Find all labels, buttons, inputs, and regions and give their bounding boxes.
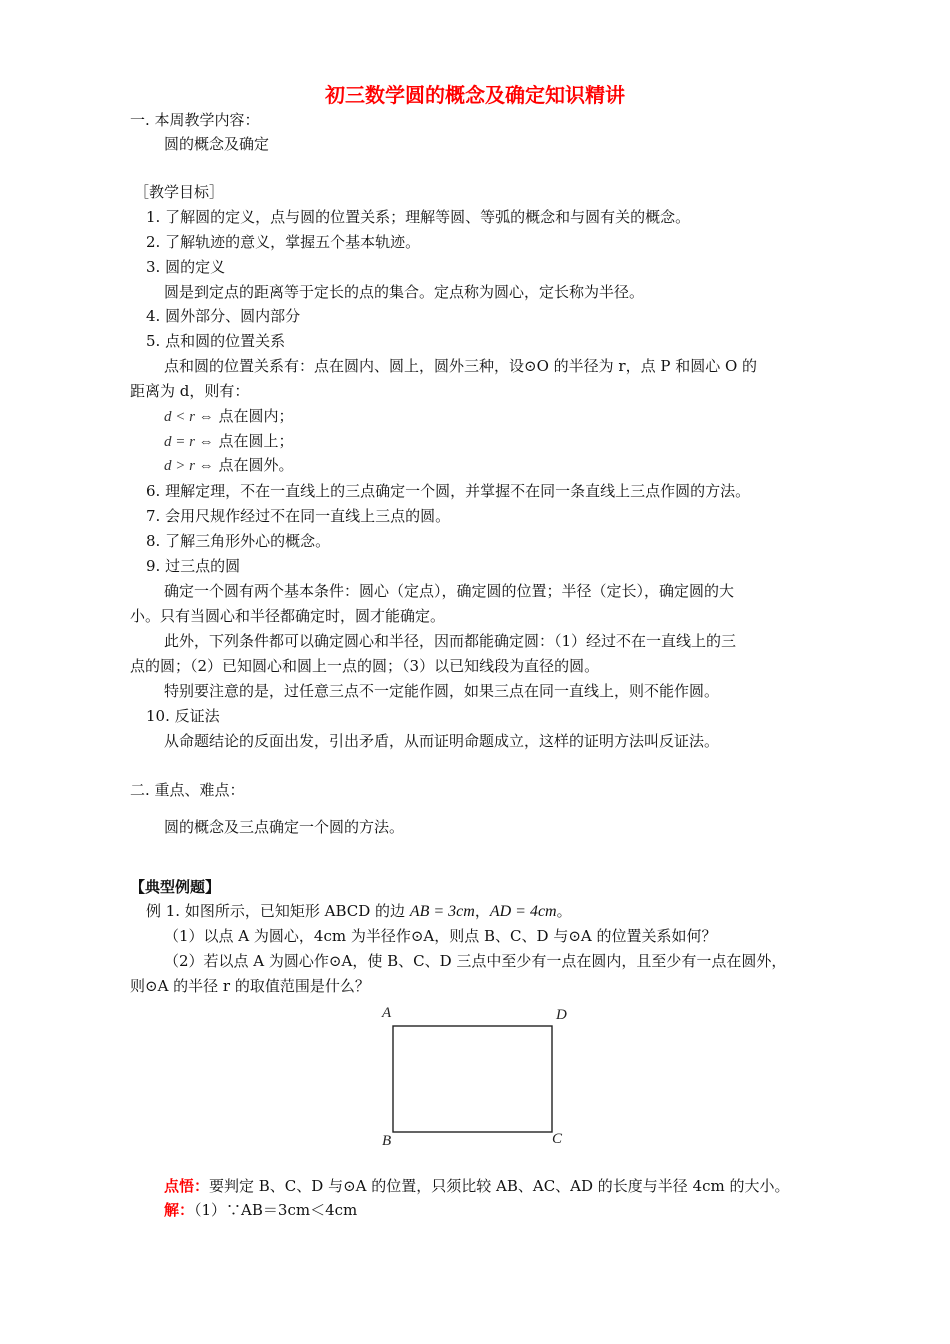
example1-question1: （1）以点 A 为圆心，4cm 为半径作⊙A，则点 B、C、D 与⊙A 的位置关系如何？ — [164, 927, 717, 945]
objective-item-6 — [146, 481, 750, 501]
item-text: 了解三角形外心的概念。 — [165, 532, 331, 550]
item-number: 3. — [146, 258, 161, 276]
relation-text: 点在圆内； — [218, 407, 294, 425]
example1-prefix: 例 1. 如图所示，已知矩形 ABCD 的边 — [146, 902, 406, 920]
hint-text: 要判定 B、C、D 与⊙A 的位置，只须比较 AB、AC、AD 的长度与半径 4cm 的大小。 — [209, 1177, 790, 1195]
vertex-label-d: D — [556, 1007, 567, 1023]
example1-sep: ， — [474, 902, 490, 920]
three-points-p1-line2: 小。只有当圆心和半径都确定时，圆才能确定。 — [130, 607, 446, 625]
three-points-p1-line1: 确定一个圆有两个基本条件：圆心（定点），确定圆的位置；半径（定长），确定圆的大 — [164, 582, 735, 600]
item-text: 圆的定义 — [165, 258, 226, 276]
rectangle-diagram — [378, 1005, 578, 1155]
relation-case-inside — [164, 406, 294, 427]
position-relation-line2: 距离为 d，则有： — [130, 382, 250, 400]
example1-question2-line2: 则⊙A 的半径 r 的取值范围是什么？ — [130, 977, 370, 995]
rectangle-abcd-figure — [378, 1005, 578, 1155]
objective-item-4 — [146, 306, 300, 326]
objective-item-9 — [146, 556, 240, 576]
section2-content: 圆的概念及三点确定一个圆的方法。 — [164, 818, 405, 836]
relation-formula: d < r ⇔ — [164, 409, 214, 425]
item-number: 7. — [146, 507, 161, 525]
example1-question2-line1: （2）若以点 A 为圆心作⊙A，使 B、C、D 三点中至少有一点在圆内，且至少有一点在圆外， — [164, 952, 787, 970]
item-number: 2. — [146, 233, 161, 251]
hint-line — [164, 1176, 790, 1196]
objectives-heading: ［教学目标］ — [134, 183, 225, 201]
item-number: 4. — [146, 307, 161, 325]
objective-item-1 — [146, 207, 690, 227]
relation-case-outside — [164, 455, 294, 476]
example1-math-ab: AB = 3cm — [409, 903, 475, 920]
item-text: 了解圆的定义，点与圆的位置关系；理解等圆、等弧的概念和与圆有关的概念。 — [165, 208, 691, 226]
vertex-label-b: B — [382, 1133, 392, 1149]
three-points-p3: 特别要注意的是，过任意三点不一定能作圆，如果三点在同一直线上，则不能作圆。 — [164, 682, 720, 700]
item-text: 点和圆的位置关系 — [165, 332, 286, 350]
circle-definition: 圆是到定点的距离等于定长的点的集合。定点称为圆心，定长称为半径。 — [164, 283, 645, 301]
example1-math-ad: AD = 4cm — [489, 903, 557, 920]
document-title: 初三数学圆的概念及确定知识精讲 — [325, 83, 625, 107]
proof-by-contradiction-text: 从命题结论的反面出发，引出矛盾，从而证明命题成立，这样的证明方法叫反证法。 — [164, 732, 720, 750]
item-text: 过三点的圆 — [165, 557, 241, 575]
solution-label: 解： — [164, 1201, 195, 1219]
example1-statement — [146, 901, 572, 922]
relation-text: 点在圆上； — [218, 432, 294, 450]
section1-content: 圆的概念及确定 — [164, 135, 270, 153]
position-relation-line1: 点和圆的位置关系有：点在圆内、圆上，圆外三种，设⊙O 的半径为 r，点 P 和圆心 O 的 — [164, 357, 758, 375]
item-text: 圆外部分、圆内部分 — [165, 307, 301, 325]
vertex-label-a: A — [382, 1005, 392, 1021]
three-points-p2-line1: 此外，下列条件都可以确定圆心和半径，因而都能确定圆：（1）经过不在一直线上的三 — [164, 632, 737, 650]
objective-item-8 — [146, 531, 330, 551]
item-text: 反证法 — [174, 707, 220, 725]
item-number: 5. — [146, 332, 161, 350]
examples-heading: 【典型例题】 — [130, 878, 221, 896]
section2-heading: 二. 重点、难点： — [130, 781, 245, 799]
relation-text: 点在圆外。 — [218, 456, 294, 474]
objective-item-7 — [146, 506, 450, 526]
objective-item-2 — [146, 232, 420, 252]
example1-end: 。 — [556, 902, 572, 920]
item-text: 理解定理，不在一直线上的三点确定一个圆，并掌握不在同一条直线上三点作圆的方法。 — [165, 482, 751, 500]
item-text: 会用尺规作经过不在同一直线上三点的圆。 — [165, 507, 451, 525]
objective-item-5 — [146, 331, 285, 351]
item-number: 10. — [146, 707, 170, 725]
item-number: 6. — [146, 482, 161, 500]
relation-formula: d > r ⇔ — [164, 458, 214, 474]
item-number: 1. — [146, 208, 161, 226]
section1-heading: 一. 本周教学内容： — [130, 111, 260, 129]
relation-formula: d = r ⇔ — [164, 434, 214, 450]
solution-line — [164, 1200, 357, 1220]
solution-text: （1）∵AB＝3cm＜4cm — [194, 1201, 358, 1219]
item-number: 8. — [146, 532, 161, 550]
vertex-label-c: C — [552, 1131, 563, 1147]
item-text: 了解轨迹的意义，掌握五个基本轨迹。 — [165, 233, 421, 251]
hint-label: 点悟： — [164, 1177, 210, 1195]
item-number: 9. — [146, 557, 161, 575]
relation-case-on — [164, 431, 294, 452]
objective-item-3 — [146, 257, 225, 277]
objective-item-10 — [146, 706, 220, 726]
three-points-p2-line2: 点的圆；（2）已知圆心和圆上一点的圆；（3）以已知线段为直径的圆。 — [130, 657, 600, 675]
